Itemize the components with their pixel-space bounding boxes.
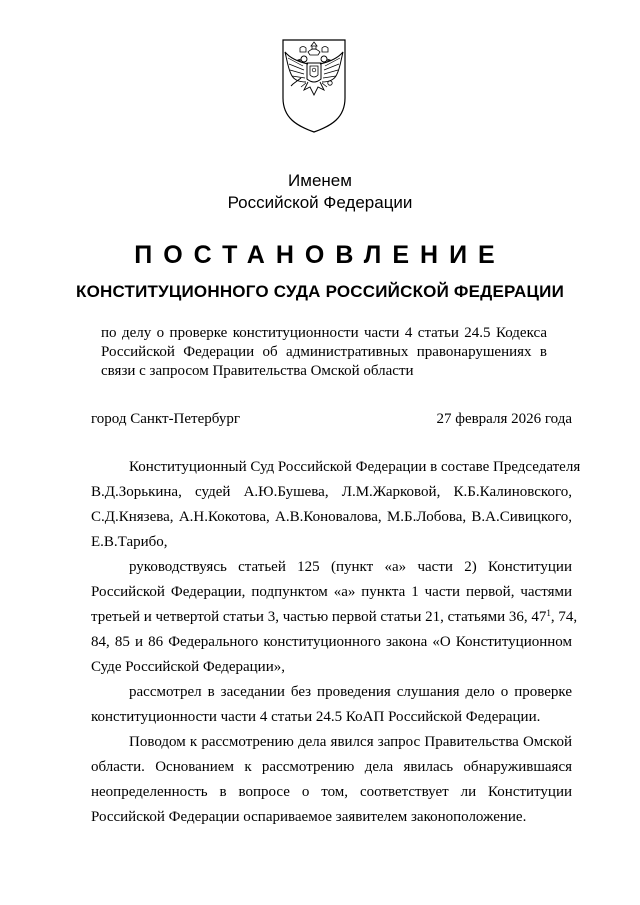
p3-line-1: рассмотрел в заседании без проведения слушания дело о проверке	[129, 684, 572, 700]
p4-line-1: Поводом к рассмотрению дела явился запрос Правительства Омской	[129, 734, 572, 750]
date: 27 февраля 2026 года	[436, 411, 572, 427]
article-superscript: 1	[546, 608, 551, 618]
p3-line-2: конституционности части 4 статьи 24.5 КоАП Российской Федерации.	[91, 709, 541, 725]
case-line-2: Российской Федерации об административных правонарушениях в	[101, 344, 547, 360]
p2-line-3	[91, 608, 578, 633]
p2-line-3-text: третьей и четвертой статьи 3, частью первой статьи 21, статьями 36, 47	[91, 609, 547, 625]
p2-line-4: 84, 85 и 86 Федерального конституционного закона «О Конституционном	[91, 634, 572, 650]
name-line-1: Именем	[288, 171, 352, 190]
p2-line-1: руководствуясь статьей 125 (пункт «а» части 2) Конституции	[129, 559, 572, 575]
body-text	[91, 458, 581, 833]
name-line-2: Российской Федерации	[227, 193, 413, 212]
case-description	[101, 324, 547, 381]
p4-line-4: Российской Федерации оспариваемое заявителем законоположение.	[91, 809, 527, 825]
case-line-3: связи с запросом Правительства Омской области	[101, 363, 414, 379]
p2-line-2: Российской Федерации, подпунктом «а» пункта 1 части первой, частями	[91, 584, 572, 600]
p4-line-3: неопределенность в вопросе о том, соответствует ли Конституции	[91, 784, 572, 800]
case-line-1: по делу о проверке конституционности части 4 статьи 24.5 Кодекса	[101, 325, 547, 341]
p4-line-2: области. Основанием к рассмотрению дела явилась обнаружившаяся	[91, 759, 572, 775]
p1-line-3: С.Д.Князева, А.Н.Кокотова, А.В.Коновалова, М.Б.Лобова, В.А.Сивицкого,	[91, 509, 572, 525]
document-title: ПОСТАНОВЛЕНИЕ	[134, 241, 506, 269]
city: город Санкт-Петербург	[91, 411, 240, 427]
p1-line-4: Е.В.Тарибо,	[91, 534, 168, 550]
document-subtitle: КОНСТИТУЦИОННОГО СУДА РОССИЙСКОЙ ФЕДЕРАЦИИ	[76, 282, 564, 301]
coat-of-arms-icon	[281, 38, 347, 134]
p1-line-1: Конституционный Суд Российской Федерации в составе Председателя	[129, 459, 581, 475]
p2-line-3-tail: , 74,	[550, 609, 578, 625]
p2-line-5: Суде Российской Федерации»,	[91, 659, 285, 675]
p1-line-2: В.Д.Зорькина, судей А.Ю.Бушева, Л.М.Жарковой, К.Б.Калиновского,	[91, 484, 572, 500]
